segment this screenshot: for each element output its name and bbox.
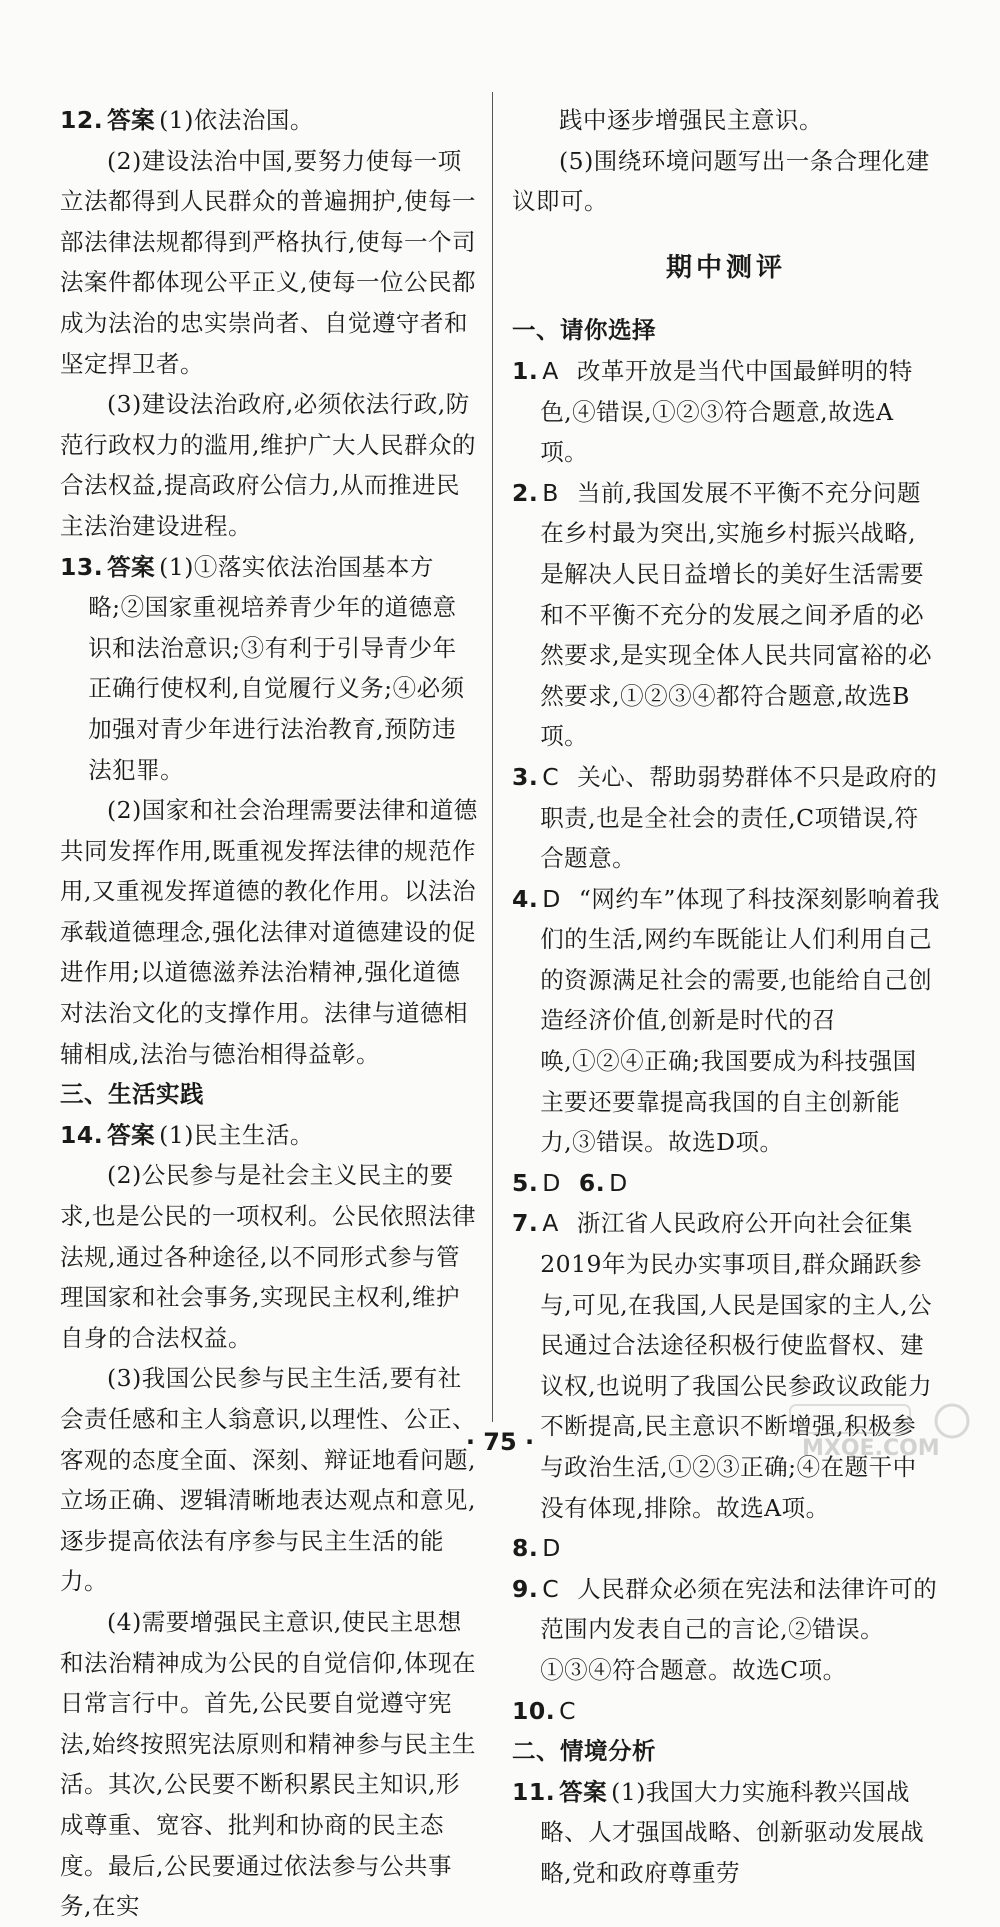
q11-number: 11. (512, 1777, 556, 1806)
column-divider (492, 92, 493, 1422)
q1-text: 改革开放是当代中国最鲜明的特色,④错误,①②③符合题意,故选A项。 (540, 356, 913, 467)
q5-number: 5. (512, 1168, 539, 1197)
q13-answer-label: 答案 (107, 552, 156, 581)
q3 (512, 757, 940, 879)
left-column (60, 100, 480, 1927)
q2-number: 2. (512, 478, 539, 507)
q3-choice: C (542, 762, 560, 791)
q4-number: 4. (512, 884, 539, 913)
q2-text: 当前,我国发展不平衡不充分问题在乡村最为突出,实施乡村振兴战略,是解决人民日益增长的美好生活需要和不平衡不充分的发展之间矛盾的必然要求,是实现全体人民共同富裕的必然要求,①②③④都符合题意,故选B项。 (540, 478, 933, 751)
q13-part1 (60, 547, 480, 791)
section-heading-3: 三、生活实践 (60, 1080, 204, 1109)
right-column (512, 100, 940, 1894)
watermark-text: MXQE.COM (802, 1436, 940, 1461)
q2-choice: B (542, 478, 559, 507)
q14-text-2: (2)公民参与是社会主义民主的要求,也是公民的一项权利。公民依照法律法规,通过各种途径,以不同形式参与管理国家和社会事务,实现民主权利,维护自身的合法权益。 (60, 1161, 476, 1352)
q13-text-1: (1)①落实依法治国基本方略;②国家重视培养青少年的道德意识和法治意识;③有利于引导青少年正确行使权利,自觉履行义务;④必须加强对青少年进行法治教育,预防违法犯罪。 (88, 552, 465, 784)
q4-text: “网约车”体现了科技深刻影响着我们的生活,网约车既能让人们利用自己的资源满足社会的需要,也能给自己创造经济价值,创新是时代的召唤,①②④正确;我国要成为科技强国主要还要靠提高我国的自主创新能力,③错误。故选D项。 (540, 884, 940, 1157)
q9-text: 人民群众必须在宪法和法律许可的范围内发表自己的言论,②错误。①③④符合题意。故选C项。 (540, 1574, 938, 1684)
watermark-logo-icon (782, 1399, 982, 1461)
q5-choice: D (542, 1168, 561, 1197)
q4 (512, 879, 940, 1163)
q5-q6 (512, 1163, 940, 1204)
q3-number: 3. (512, 762, 539, 791)
q9-number: 9. (512, 1574, 539, 1603)
q1 (512, 351, 940, 473)
q3-text: 关心、帮助弱势群体不只是政府的职责,也是全社会的责任,C项错误,符合题意。 (540, 762, 938, 873)
q9 (512, 1569, 940, 1691)
q7-number: 7. (512, 1209, 539, 1238)
q2 (512, 473, 940, 757)
q11-answer-label: 答案 (559, 1777, 608, 1806)
q8-choice: D (542, 1534, 561, 1563)
q11 (512, 1772, 940, 1894)
q8 (512, 1528, 940, 1569)
section-title: 期中测评 (665, 252, 786, 283)
q6-choice: D (609, 1168, 628, 1197)
q14-continuation: 践中逐步增强民主意识。 (559, 106, 823, 134)
q10 (512, 1691, 940, 1732)
q12-text-3: (3)建设法治政府,必须依法行政,防范行政权力的滥用,维护广大人民群众的合法权益,提高政府公信力,从而推进民主法治建设进程。 (60, 390, 476, 540)
q14-text-4: (4)需要增强民主意识,使民主思想和法治精神成为公民的自觉信仰,体现在日常言行中。首先,公民要自觉遵守宪法,始终按照宪法原则和精神参与民主生活。其次,公民要不断积累民主知识,形成尊重、宽容、批判和协商的民主态度。最后,公民要通过依法参与公共事务,在实 (60, 1607, 476, 1921)
q1-number: 1. (512, 356, 539, 385)
q10-choice: C (559, 1696, 577, 1725)
page-number: · 75 · (465, 1428, 535, 1456)
q12-text-2: (2)建设法治中国,要努力使每一项立法都得到人民群众的普遍拥护,使每一部法律法规都得到严格执行,使每一个司法案件都体现公平正义,使每一位公民都成为法治的忠实崇尚者、自觉遵守者和坚定捍卫者。 (60, 146, 476, 378)
q14-text-3: (3)我国公民参与民主生活,要有社会责任感和主人翁意识,以理性、公正、客观的态度全面、深刻、辩证地看问题,立场正确、逻辑清晰地表达观点和意见,逐步提高依法有序参与民主生活的能力。 (60, 1364, 476, 1596)
q7-choice: A (542, 1209, 559, 1238)
q10-number: 10. (512, 1696, 556, 1725)
q9-choice: C (542, 1574, 560, 1603)
q4-choice: D (542, 884, 561, 913)
q12-answer-label: 答案 (107, 106, 156, 134)
q14-answer-label: 答案 (107, 1120, 156, 1149)
q11-text: (1)我国大力实施科教兴国战略、人才强国战略、创新驱动发展战略,党和政府尊重劳 (540, 1777, 925, 1887)
q6-number: 6. (578, 1168, 606, 1197)
q8-number: 8. (512, 1534, 539, 1563)
q14-text-1: (1)民主生活。 (159, 1120, 314, 1149)
q12-text-1: (1)依法治国。 (159, 106, 314, 134)
q12-number: 12. (60, 106, 104, 134)
section-heading-2: 二、情境分析 (512, 1737, 656, 1766)
q13-text-2: (2)国家和社会治理需要法律和道德共同发挥作用,既重视发挥法律的规范作用,又重视发挥道德的教化作用。以法治承载道德理念,强化法律对道德建设的促进作用;以道德滋养法治精神,强化道德对法治文化的支撑作用。法律与道德相辅相成,法治与德治相得益彰。 (60, 796, 478, 1068)
q1-choice: A (542, 356, 559, 385)
q7 (512, 1203, 940, 1528)
q14-text-5: (5)围绕环境问题写出一条合理化建议即可。 (512, 146, 930, 216)
q14-number: 14. (60, 1120, 104, 1149)
q7-text: 浙江省人民政府公开向社会征集2019年为民办实事项目,群众踊跃参与,可见,在我国,人民是国家的主人,公民通过合法途径积极行使监督权、建议权,也说明了我国公民参政议政能力不断提高,民主意识不断增强,积极参与政治生活,①②③正确;④在题干中没有体现,排除。故选A项。 (540, 1209, 933, 1522)
section-heading-1: 一、请你选择 (512, 316, 656, 345)
q14-part1 (60, 1115, 480, 1156)
q13-number: 13. (60, 552, 104, 581)
q12-part1 (60, 100, 480, 141)
